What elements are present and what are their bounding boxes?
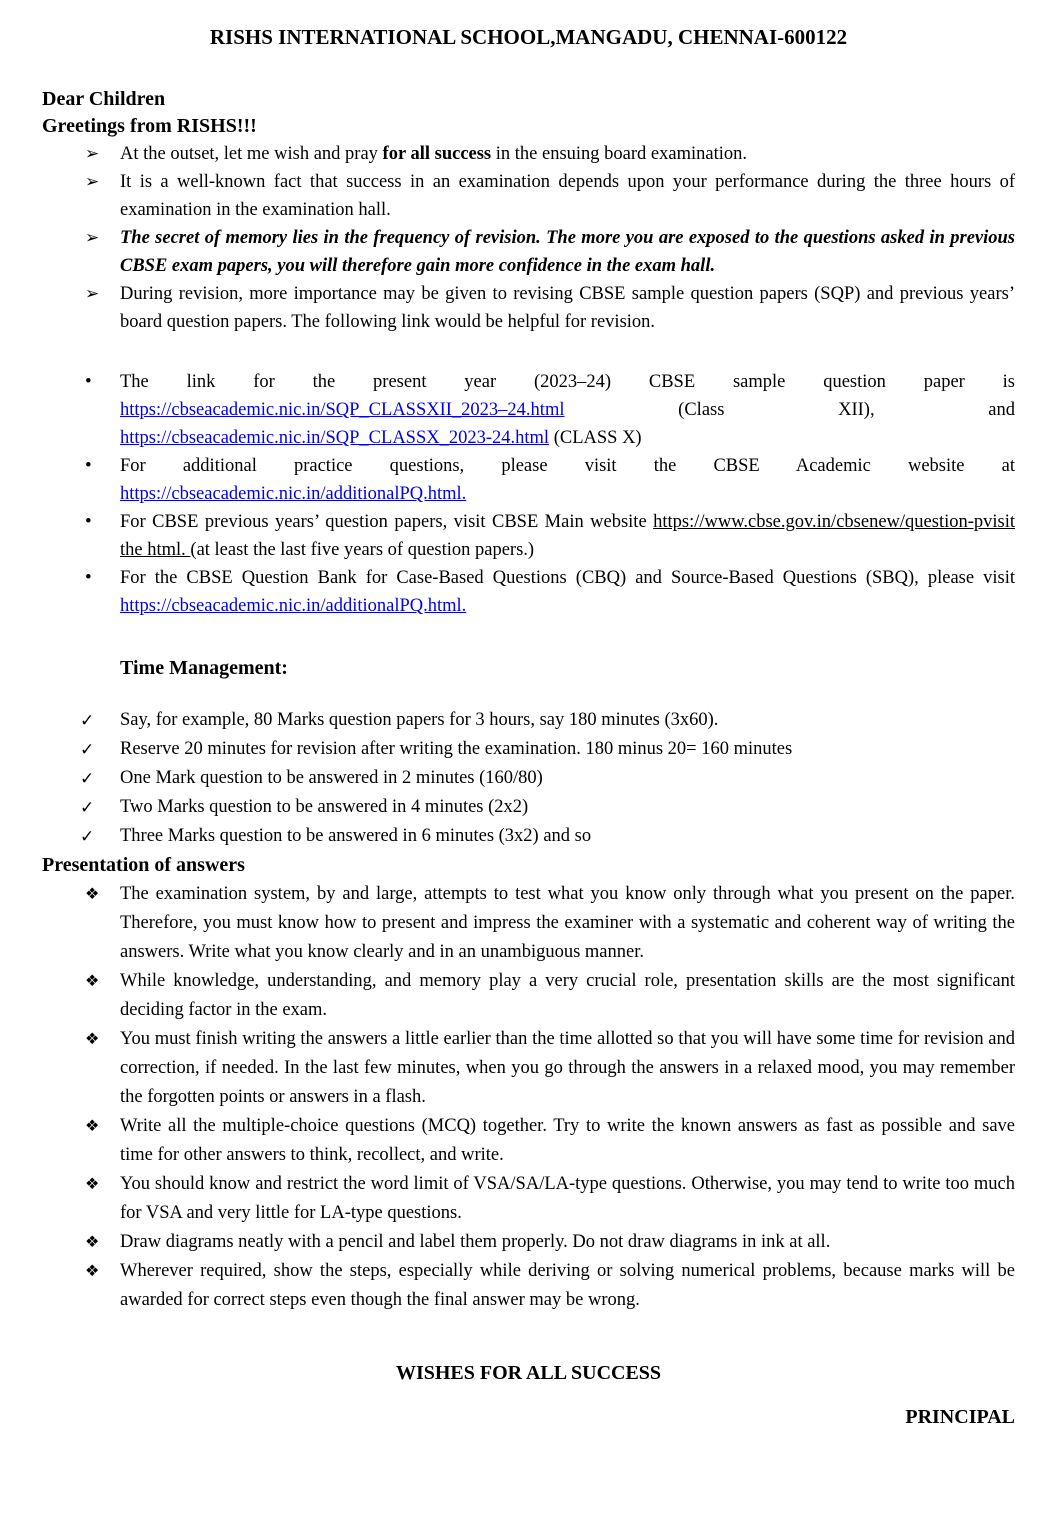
check-icon: ✓: [80, 827, 95, 846]
intro-item-text: [120, 144, 747, 164]
check-list-item: [42, 735, 1015, 764]
check-list-item: [42, 706, 1015, 735]
diamond-list-item: [42, 967, 1015, 1025]
diamond-item-text: While knowledge, understanding, and memory play a very crucial role, presentation skills are the most significant deciding factor in the exam.: [120, 971, 1015, 1020]
dot-bullet-icon: •: [85, 567, 92, 588]
wishes-line: WISHES FOR ALL SUCCESS: [395, 1362, 662, 1384]
diamond-item-text: Wherever required, show the steps, especially while deriving or solving numerical problems, because marks will be awarded for correct steps even though the final answer may be wrong.: [120, 1261, 1015, 1310]
arrow-bullet-item: [42, 168, 1015, 224]
check-icon: ✓: [80, 769, 95, 788]
dot-bullet-icon: •: [85, 371, 92, 392]
text-segment: For CBSE previous years’ question papers, visit CBSE Main website: [120, 512, 654, 532]
diamond-list-item: [42, 1170, 1015, 1228]
intro-item-text: It is a well-known fact that success in an examination depends upon your performance during the three hours of examination in the examination hall.: [120, 172, 1015, 220]
check-list-item: [42, 793, 1015, 822]
link-sqp-class-x[interactable]: https://cbseacademic.nic.in/SQP_CLASSX_2023-24.html: [120, 428, 550, 448]
arrow-bullet-icon: ➢: [85, 172, 100, 191]
check-icon: ✓: [80, 798, 95, 817]
dot-bullet-item: [42, 564, 1015, 620]
bold-text-segment: for all success: [382, 144, 492, 164]
arrow-bullet-icon: ➢: [85, 144, 100, 163]
text-segment: (Class XII), and: [564, 400, 1015, 420]
diamond-list-item: [42, 1228, 1015, 1257]
diamond-bullet-icon: ❖: [85, 973, 100, 990]
dot-bullet-icon: •: [85, 511, 92, 532]
intro-bullet-list: [42, 140, 1015, 336]
text-segment: At the outset, let me wish and pray: [120, 144, 383, 164]
arrow-bullet-item: [42, 140, 1015, 168]
link-item-text: [120, 372, 1015, 448]
link-item-text: [120, 456, 1015, 504]
diamond-bullet-icon: ❖: [85, 1031, 100, 1048]
intro-item-emphasized-text: The secret of memory lies in the frequency of revision. The more you are exposed to the questions asked in previous CBSE exam papers, you will therefore gain more confidence in the exam hall.: [120, 228, 1015, 276]
time-management-heading: Time Management:: [120, 657, 288, 679]
link-cbse-main-website[interactable]: https://www.cbse.gov.in/cbsenew/question-pvisit the html.: [120, 512, 1015, 560]
check-list-item: [42, 822, 1015, 851]
diamond-item-text: You must finish writing the answers a little earlier than the time allotted so that you will have some time for revision and correction, if needed. In the last few minutes, when you go through the answers in a relaxed mood, you may remember the forgotten points or answers in a flash.: [120, 1029, 1015, 1107]
arrow-bullet-icon: ➢: [85, 284, 100, 303]
check-item-text: Reserve 20 minutes for revision after writing the examination. 180 minus 20= 160 minutes: [120, 739, 793, 759]
salutation-line-1: Dear Children: [42, 88, 166, 110]
dot-bullet-item: [42, 368, 1015, 452]
school-header-title: RISHS INTERNATIONAL SCHOOL,MANGADU, CHENNAI-600122: [209, 25, 848, 49]
diamond-list-item: [42, 1257, 1015, 1315]
check-list-item: [42, 764, 1015, 793]
presentation-list: [42, 880, 1015, 1315]
salutation-line-2: Greetings from RISHS!!!: [42, 115, 257, 137]
diamond-bullet-icon: ❖: [85, 1176, 100, 1193]
dot-bullet-item: [42, 452, 1015, 508]
text-segment: (at least the last five years of question papers.): [190, 540, 535, 560]
diamond-bullet-icon: ❖: [85, 1263, 100, 1280]
revision-links-list: [42, 368, 1015, 620]
link-additional-pq[interactable]: https://cbseacademic.nic.in/additionalPQ.html.: [120, 484, 467, 504]
arrow-bullet-item: [42, 280, 1015, 336]
link-item-text: [120, 512, 1015, 560]
diamond-list-item: [42, 1112, 1015, 1170]
diamond-item-text: Draw diagrams neatly with a pencil and label them properly. Do not draw diagrams in ink at all.: [120, 1232, 831, 1252]
check-item-text: One Mark question to be answered in 2 minutes (160/80): [120, 768, 543, 788]
dot-bullet-item: [42, 508, 1015, 564]
link-sqp-class-xii[interactable]: https://cbseacademic.nic.in/SQP_CLASSXII_2023–24.html: [120, 400, 565, 420]
presentation-heading: Presentation of answers: [42, 854, 245, 876]
diamond-item-text: Write all the multiple-choice questions (MCQ) together. Try to write the known answers as fast as possible and save time for other answers to think, recollect, and write.: [120, 1116, 1015, 1165]
text-segment: in the ensuing board examination.: [491, 144, 747, 164]
check-icon: ✓: [80, 711, 95, 730]
check-item-text: Two Marks question to be answered in 4 minutes (2x2): [120, 797, 529, 817]
intro-item-text: During revision, more importance may be given to revising CBSE sample question papers (SQP) and previous years’ board question papers. The following link would be helpful for revision.: [120, 284, 1015, 332]
principal-signature: PRINCIPAL: [905, 1406, 1015, 1428]
arrow-bullet-icon: ➢: [85, 228, 100, 247]
text-segment: (CLASS X): [549, 428, 642, 448]
diamond-bullet-icon: ❖: [85, 886, 100, 903]
link-item-text: [120, 568, 1015, 616]
link-question-bank-pq[interactable]: https://cbseacademic.nic.in/additionalPQ.html.: [120, 596, 467, 616]
arrow-bullet-item: [42, 224, 1015, 280]
dot-bullet-icon: •: [85, 455, 92, 476]
diamond-bullet-icon: ❖: [85, 1118, 100, 1135]
time-management-list: [42, 706, 1015, 851]
check-item-text: Say, for example, 80 Marks question papers for 3 hours, say 180 minutes (3x60).: [120, 710, 719, 730]
diamond-list-item: [42, 1025, 1015, 1112]
diamond-item-text: You should know and restrict the word limit of VSA/SA/LA-type questions. Otherwise, you may tend to write too much for VSA and very little for LA-type questions.: [120, 1174, 1015, 1223]
diamond-item-text: The examination system, by and large, attempts to test what you know only through what you present on the paper. Therefore, you must know how to present and impress the examiner with a systematic and coherent way of writing the answers. Write what you know clearly and in an unambiguous manner.: [120, 884, 1015, 962]
diamond-bullet-icon: ❖: [85, 1234, 100, 1251]
check-icon: ✓: [80, 740, 95, 759]
diamond-list-item: [42, 880, 1015, 967]
text-segment: For additional practice questions, please visit the CBSE Academic website at: [120, 456, 1015, 476]
text-segment: For the CBSE Question Bank for Case-Based Questions (CBQ) and Source-Based Questions (SBQ), please visit: [120, 568, 1015, 588]
check-item-text: Three Marks question to be answered in 6 minutes (3x2) and so: [120, 826, 592, 846]
text-segment: The link for the present year (2023–24) CBSE sample question paper is: [120, 372, 1015, 392]
